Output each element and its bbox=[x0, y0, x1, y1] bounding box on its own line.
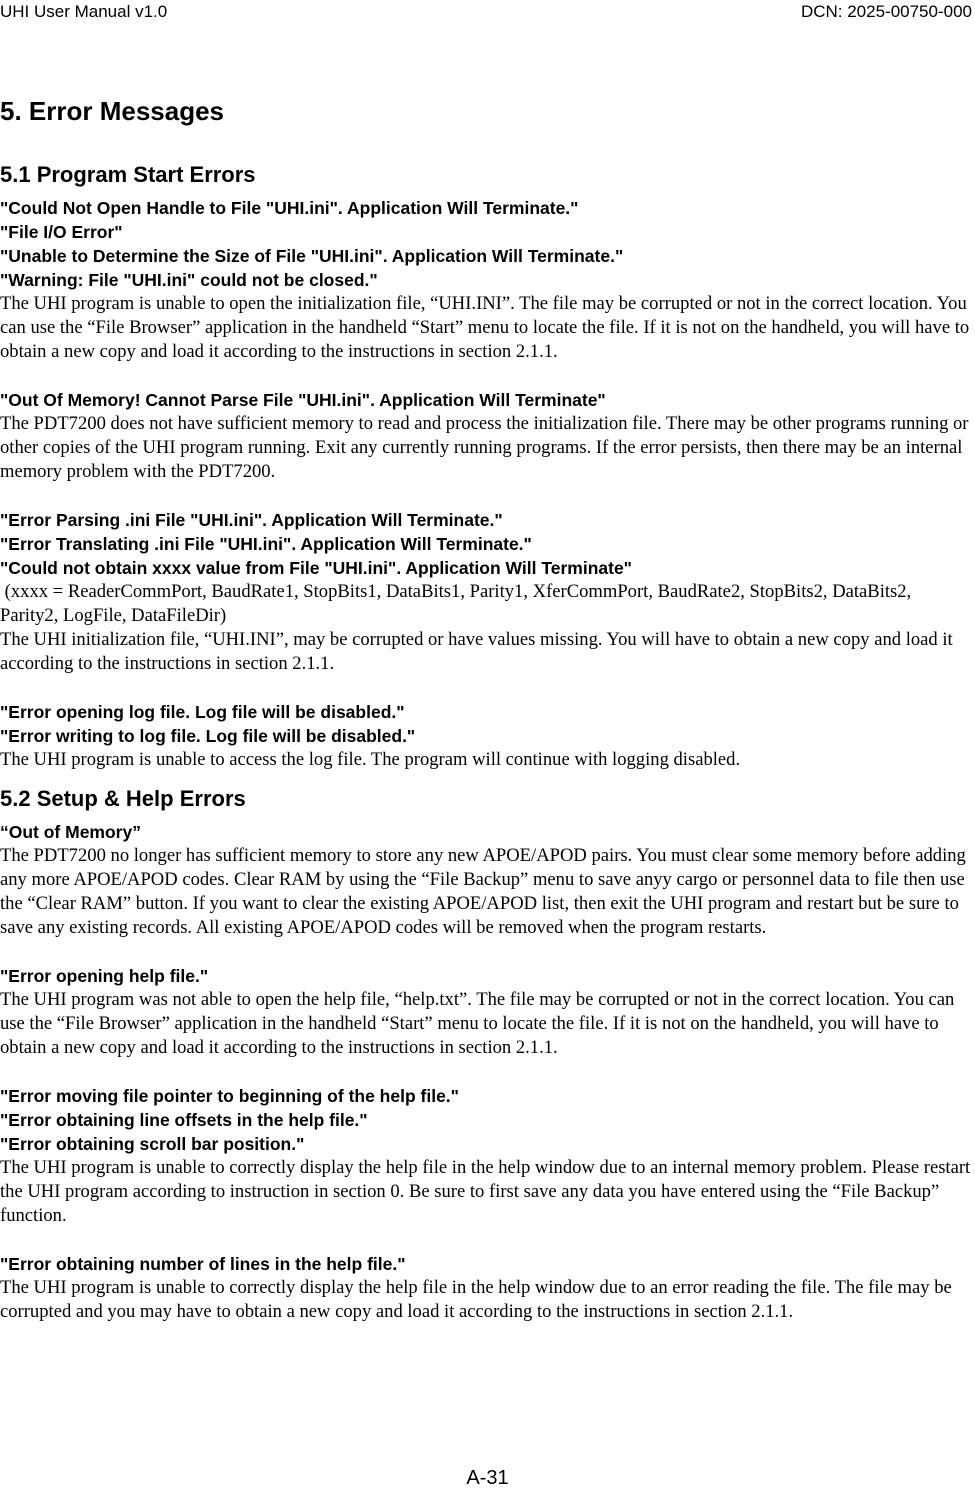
chapter-title: 5. Error Messages bbox=[0, 96, 225, 126]
error-message: "Error opening log file. Log file will be disabled." bbox=[0, 702, 405, 722]
error-description: The UHI program is unable to correctly display the help file in the help window due to an internal memory problem. Please restart the UHI program according to instruction in section 0. Be sure to first save any data you have entered using the “File Backup” function. bbox=[0, 1157, 971, 1226]
error-message: "Error obtaining number of lines in the help file." bbox=[0, 1254, 406, 1274]
error-message: "Error writing to log file. Log file will be disabled." bbox=[0, 726, 416, 746]
page-content bbox=[0, 96, 973, 1348]
error-description: The PDT7200 no longer has sufficient memory to store any new APOE/APOD pairs. You must clear some memory before adding any more APOE/APOD codes. Clear RAM by using the “File Backup” menu to save anyy cargo or personnel data to file then use the “Clear RAM” button. If you want to clear the existing APOE/APOD list, then exit the UHI program and restart but be sure to save any existing records. All existing APOE/APOD codes will be removed when the program restarts. bbox=[0, 845, 966, 938]
error-block bbox=[0, 700, 973, 772]
error-message: "Out Of Memory! Cannot Parse File "UHI.ini". Application Will Terminate" bbox=[0, 390, 606, 410]
error-value-note: (xxxx = ReaderCommPort, BaudRate1, StopBits1, DataBits1, Parity1, XferCommPort, BaudRate2, StopBits2, DataBits2, Parity2, LogFile, DataFileDir) bbox=[0, 581, 916, 626]
error-block bbox=[0, 1084, 973, 1228]
error-message: "Error obtaining scroll bar position." bbox=[0, 1134, 305, 1154]
error-message: "Error obtaining line offsets in the help file." bbox=[0, 1110, 368, 1130]
error-block bbox=[0, 820, 973, 940]
section-heading-program-start-errors: 5.1 Program Start Errors bbox=[0, 162, 256, 187]
page-number: A-31 bbox=[466, 1467, 509, 1489]
error-block bbox=[0, 1252, 973, 1324]
error-description: The UHI program is unable to open the initialization file, “UHI.INI”. The file may be corrupted or not in the correct location. You can use the “File Browser” application in the handheld “Start” menu to locate the file. If it is not on the handheld, you will have to obtain a new copy and load it according to the instructions in section 2.1.1. bbox=[0, 293, 970, 362]
error-message: "Warning: File "UHI.ini" could not be closed." bbox=[0, 270, 378, 290]
error-message: “Out of Memory” bbox=[0, 822, 141, 842]
error-description: The UHI program is unable to correctly display the help file in the help window due to an error reading the file. The file may be corrupted and you may have to obtain a new copy and load it according to the instructions in section 2.1.1. bbox=[0, 1277, 952, 1322]
error-message: "Could Not Open Handle to File "UHI.ini". Application Will Terminate." bbox=[0, 198, 579, 218]
error-message: "Unable to Determine the Size of File "UHI.ini". Application Will Terminate." bbox=[0, 246, 624, 266]
error-message: "File I/O Error" bbox=[0, 222, 123, 242]
error-message: "Error Translating .ini File "UHI.ini". Application Will Terminate." bbox=[0, 534, 532, 554]
error-message: "Error Parsing .ini File "UHI.ini". Application Will Terminate." bbox=[0, 510, 503, 530]
error-block bbox=[0, 964, 973, 1060]
error-block bbox=[0, 508, 973, 676]
error-message: "Could not obtain xxxx value from File "UHI.ini". Application Will Terminate" bbox=[0, 558, 632, 578]
error-block bbox=[0, 388, 973, 484]
error-message: "Error opening help file." bbox=[0, 966, 209, 986]
error-description: The PDT7200 does not have sufficient memory to read and process the initialization file. There may be other programs running or other copies of the UHI program running. Exit any currently running programs. If the error persists, then there may be an internal memory problem with the PDT7200. bbox=[0, 413, 969, 482]
error-message: "Error moving file pointer to beginning of the help file." bbox=[0, 1086, 459, 1106]
running-header-title: UHI User Manual v1.0 bbox=[0, 2, 168, 21]
running-header-dcn: DCN: 2025-00750-000 bbox=[800, 2, 972, 21]
error-block bbox=[0, 196, 973, 364]
error-description: The UHI program is unable to access the log file. The program will continue with logging disabled. bbox=[0, 749, 741, 770]
section-heading-setup-help-errors: 5.2 Setup & Help Errors bbox=[0, 786, 246, 811]
error-description: The UHI program was not able to open the help file, “help.txt”. The file may be corrupted or not in the correct location. You can use the “File Browser” application in the handheld “Start” menu to locate the file. If it is not on the handheld, you will have to obtain a new copy and load it according to the instructions in section 2.1.1. bbox=[0, 989, 955, 1058]
error-description: The UHI initialization file, “UHI.INI”, may be corrupted or have values missing. You will have to obtain a new copy and load it according to the instructions in section 2.1.1. bbox=[0, 629, 953, 674]
